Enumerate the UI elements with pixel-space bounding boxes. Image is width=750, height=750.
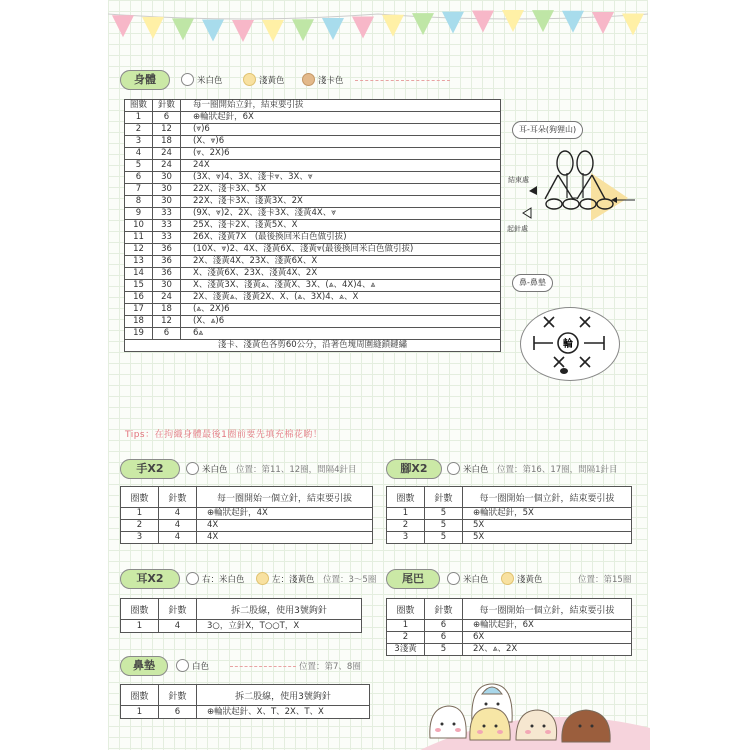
- table-row: [125, 172, 501, 184]
- bunting-flag: [112, 15, 134, 37]
- round-cell: 8: [125, 196, 153, 208]
- stitch-count-cell: 18: [153, 304, 181, 316]
- round-cell: 18: [125, 316, 153, 328]
- bunting-flag: [172, 18, 194, 40]
- table-row: [125, 256, 501, 268]
- ear-header-stitches: 針數: [159, 599, 197, 620]
- stitch-count-cell: 12: [153, 316, 181, 328]
- instruction-cell: 6X: [463, 632, 632, 644]
- instruction-cell: 4X: [197, 532, 373, 544]
- tail-header-stitches: 針數: [425, 599, 463, 620]
- body-label: 身體: [120, 70, 170, 90]
- table-row: [125, 136, 501, 148]
- round-cell: 1: [121, 508, 159, 520]
- instruction-cell: (⩔)6: [181, 124, 501, 136]
- table-row: [125, 148, 501, 160]
- stitch-count-cell: 5: [425, 532, 463, 544]
- nose-divider: [230, 666, 296, 667]
- bunting-flag: [232, 20, 254, 42]
- stitch-count-cell: 33: [153, 220, 181, 232]
- stitch-count-cell: 6: [153, 112, 181, 124]
- table-row: [121, 520, 373, 532]
- bunting-flag: [352, 16, 374, 38]
- instruction-cell: 2X、⩓、2X: [463, 644, 632, 656]
- hand-cream-swatch: [186, 462, 199, 475]
- table-row: [125, 112, 501, 124]
- table-row: [121, 532, 373, 544]
- tail-table: [386, 598, 632, 656]
- mascot-illustration: [420, 668, 650, 750]
- ear-header-round: 圈數: [121, 599, 159, 620]
- nose-header-stitches: 針數: [159, 685, 197, 706]
- foot-table: [386, 486, 632, 544]
- table-row: [125, 292, 501, 304]
- instruction-cell: 25X、淺卡2X、淺黃5X、X: [181, 220, 501, 232]
- instruction-cell: ⊕輪狀起針、X、T、2X、T、X: [197, 706, 370, 719]
- round-cell: 1: [125, 112, 153, 124]
- stitch-count-cell: 6: [425, 632, 463, 644]
- round-cell: 15: [125, 280, 153, 292]
- body-header-stitches: 針數: [153, 100, 181, 112]
- table-row: [387, 620, 632, 632]
- instruction-cell: 5X: [463, 520, 632, 532]
- ears-diagram-title: 耳-耳朵(狗狸山): [512, 121, 583, 139]
- table-row: [121, 508, 373, 520]
- table-row: [125, 280, 501, 292]
- round-cell: 5: [125, 160, 153, 172]
- foot-header-stitches: 針數: [425, 487, 463, 508]
- stitch-count-cell: 12: [153, 124, 181, 136]
- instruction-cell: ⊕輪狀起針，6X: [181, 112, 501, 124]
- table-row: [387, 632, 632, 644]
- table-row: [125, 304, 501, 316]
- round-cell: 3: [387, 532, 425, 544]
- round-cell: 1: [121, 620, 159, 633]
- bunting-flag: [442, 12, 464, 34]
- round-cell: 4: [125, 148, 153, 160]
- stitch-count-cell: 30: [153, 172, 181, 184]
- stitch-count-cell: 5: [425, 508, 463, 520]
- table-row: [125, 244, 501, 256]
- hand-position: 位置：第11、12圈，間隔4針目: [236, 465, 357, 475]
- bunting-flag: [502, 10, 524, 32]
- ear-yellow-swatch: [256, 572, 269, 585]
- table-row: [125, 220, 501, 232]
- bunting-flag: [202, 19, 224, 41]
- table-row: [125, 160, 501, 172]
- body-header-instructions: 每一圈開始立針，結束要引拔: [181, 100, 501, 112]
- bunting-flag: [142, 17, 164, 39]
- nose-pad-label: 鼻墊: [120, 656, 168, 676]
- instruction-cell: 26X、淺黃7X (最後換回米白色做引拔): [181, 232, 501, 244]
- bunting-decoration: [108, 0, 648, 60]
- body-color-2: 淺黃色: [259, 76, 285, 86]
- bunting-flag: [562, 11, 584, 33]
- instruction-cell: X、淺黃6X、23X、淺黃4X、2X: [181, 268, 501, 280]
- body-brown-swatch: [302, 73, 315, 86]
- round-cell: 3: [121, 532, 159, 544]
- bunting-flag: [382, 15, 404, 37]
- foot-position: 位置：第16、17圈，間隔1針目: [497, 465, 618, 475]
- ear-start-label: 起針處: [507, 225, 528, 233]
- round-cell: 2: [125, 124, 153, 136]
- ear-position: 位置：3～5圈: [323, 575, 377, 585]
- instruction-cell: 5X: [463, 532, 632, 544]
- round-cell: 11: [125, 232, 153, 244]
- table-row: [121, 620, 362, 633]
- body-color-3: 淺卡色: [318, 76, 344, 86]
- nose-stitch-diagram: [520, 307, 618, 379]
- instruction-cell: (⩔、2X)6: [181, 148, 501, 160]
- hand-label: 手X2: [120, 459, 180, 479]
- stuffing-tip: Tips：在拘織身體最後1圈前要先填充棉花喲！: [125, 430, 323, 440]
- round-cell: 2: [387, 632, 425, 644]
- stitch-count-cell: 4: [159, 532, 197, 544]
- stitch-count-cell: 18: [153, 136, 181, 148]
- table-row: [125, 328, 501, 340]
- stitch-count-cell: 24: [153, 292, 181, 304]
- round-cell: 2: [121, 520, 159, 532]
- instruction-cell: (9X、⩔)2、2X、淺卡3X、淺黃4X、⩔: [181, 208, 501, 220]
- ear-end-label: 結束處: [508, 176, 529, 184]
- nose-center-mark: 輪: [563, 339, 573, 350]
- table-row: [387, 644, 632, 656]
- table-row: [387, 508, 632, 520]
- body-color-1: 米白色: [197, 76, 223, 86]
- stitch-count-cell: 30: [153, 280, 181, 292]
- instruction-cell: 22X、淺卡3X、5X: [181, 184, 501, 196]
- stitch-count-cell: 6: [425, 620, 463, 632]
- stitch-count-cell: 24: [153, 160, 181, 172]
- tail-header-round: 圈數: [387, 599, 425, 620]
- foot-cream-swatch: [447, 462, 460, 475]
- instruction-cell: ⊕輪狀起針，5X: [463, 508, 632, 520]
- tail-position: 位置：第15圈: [578, 575, 632, 585]
- instruction-cell: (X、⩔)6: [181, 136, 501, 148]
- nose-diagram-title: 鼻-鼻墊: [512, 274, 553, 292]
- instruction-cell: (⩓、2X)6: [181, 304, 501, 316]
- table-row: [387, 532, 632, 544]
- hand-header-stitches: 針數: [159, 487, 197, 508]
- hand-header-round: 圈數: [121, 487, 159, 508]
- tail-label: 尾巴: [386, 569, 440, 589]
- tail-yellow-swatch: [501, 572, 514, 585]
- body-header-round: 圈數: [125, 100, 153, 112]
- stitch-count-cell: 30: [153, 196, 181, 208]
- instruction-cell: X、淺黃3X、淺黃⩓、淺黃X、3X、(⩓、4X)4、⩓: [181, 280, 501, 292]
- instruction-cell: 24X: [181, 160, 501, 172]
- stitch-count-cell: 33: [153, 208, 181, 220]
- stitch-count-cell: 4: [159, 520, 197, 532]
- tail-color-2: 淺黃色: [517, 575, 543, 585]
- instruction-cell: (10X、⩔)2、4X、淺黃6X、淺黃⩔(最後換回米白色做引拔): [181, 244, 501, 256]
- instruction-cell: 3○，立針X，T○○T，X: [197, 620, 362, 633]
- round-cell: 3: [125, 136, 153, 148]
- body-table: [124, 99, 501, 352]
- ear-table: [120, 598, 362, 633]
- instruction-cell: 22X、淺卡3X、淺黃3X、2X: [181, 196, 501, 208]
- table-row: [387, 520, 632, 532]
- ear-label: 耳X2: [120, 569, 180, 589]
- stitch-count-cell: 33: [153, 232, 181, 244]
- round-cell: 2: [387, 520, 425, 532]
- table-row: [125, 232, 501, 244]
- round-cell: 9: [125, 208, 153, 220]
- round-cell: 3淺黃: [387, 644, 425, 656]
- round-cell: 10: [125, 220, 153, 232]
- round-cell: 6: [125, 172, 153, 184]
- tail-header-instructions: 每一圈開始一個立針，結束要引拔: [463, 599, 632, 620]
- stitch-count-cell: 5: [425, 520, 463, 532]
- stitch-count-cell: 4: [159, 508, 197, 520]
- nose-position: 位置：第7、8圈: [299, 662, 361, 672]
- round-cell: 14: [125, 268, 153, 280]
- bunting-flag: [592, 12, 614, 34]
- foot-label: 腳X2: [386, 459, 442, 479]
- bunting-flag: [472, 11, 494, 33]
- instruction-cell: (3X、⩔)4、3X、淺卡⩔、3X、⩔: [181, 172, 501, 184]
- round-cell: 17: [125, 304, 153, 316]
- foot-color: 米白色: [463, 465, 489, 475]
- nose-header-instructions: 拆二股線，使用3號鉤針: [197, 685, 370, 706]
- table-row: [125, 196, 501, 208]
- stitch-count-cell: 24: [153, 148, 181, 160]
- bunting-flag: [532, 10, 554, 32]
- body-cream-swatch: [181, 73, 194, 86]
- round-cell: 12: [125, 244, 153, 256]
- body-divider: [355, 80, 450, 81]
- round-cell: 19: [125, 328, 153, 340]
- body-yellow-swatch: [243, 73, 256, 86]
- bunting-flag: [412, 13, 434, 35]
- stitch-count-cell: 6: [159, 706, 197, 719]
- table-row: [125, 268, 501, 280]
- instruction-cell: 6⩓: [181, 328, 501, 340]
- instruction-cell: ⊕輪狀起針，4X: [197, 508, 373, 520]
- foot-header-instructions: 每一圈開始一個立針，結束要引拔: [463, 487, 632, 508]
- round-cell: 13: [125, 256, 153, 268]
- round-cell: 1: [387, 508, 425, 520]
- instruction-cell: (X、⩓)6: [181, 316, 501, 328]
- round-cell: 1: [387, 620, 425, 632]
- nose-table: [120, 684, 370, 719]
- hand-color: 米白色: [202, 465, 228, 475]
- round-cell: 7: [125, 184, 153, 196]
- stitch-count-cell: 36: [153, 268, 181, 280]
- table-row: [125, 124, 501, 136]
- nose-header-round: 圈數: [121, 685, 159, 706]
- table-row: [125, 184, 501, 196]
- ear-header-instructions: 拆二股線，使用3號鉤針: [197, 599, 362, 620]
- stitch-count-cell: 4: [159, 620, 197, 633]
- bunting-flag: [292, 19, 314, 41]
- instruction-cell: 2X、淺黃4X、23X、淺黃6X、X: [181, 256, 501, 268]
- table-row: [125, 316, 501, 328]
- ear-cream-swatch: [186, 572, 199, 585]
- hand-table: [120, 486, 373, 544]
- body-footer-note: 淺卡、淺黃色各剪60公分，沿著色塊周圍縫鎖鏈繡: [125, 340, 501, 352]
- stitch-count-cell: 36: [153, 256, 181, 268]
- stitch-count-cell: 30: [153, 184, 181, 196]
- ear-color-left: 左：淺黃色: [272, 575, 315, 585]
- instruction-cell: ⊕輪狀起針，6X: [463, 620, 632, 632]
- stitch-count-cell: 5: [425, 644, 463, 656]
- ear-color-right: 右：米白色: [202, 575, 245, 585]
- nose-white-swatch: [176, 659, 189, 672]
- nose-color: 白色: [192, 662, 210, 672]
- bunting-flag: [622, 14, 644, 36]
- bunting-flag: [322, 18, 344, 40]
- hand-header-instructions: 每一圈開始一個立針，結束要引拔: [197, 487, 373, 508]
- bunting-flag: [262, 20, 284, 42]
- stitch-count-cell: 36: [153, 244, 181, 256]
- tail-color-1: 米白色: [463, 575, 489, 585]
- instruction-cell: 2X、淺黃⩓、淺黃2X、X、(⩓、3X)4、⩓、X: [181, 292, 501, 304]
- instruction-cell: 4X: [197, 520, 373, 532]
- round-cell: 16: [125, 292, 153, 304]
- tail-cream-swatch: [447, 572, 460, 585]
- table-row: [121, 706, 370, 719]
- table-row: [125, 208, 501, 220]
- stitch-count-cell: 6: [153, 328, 181, 340]
- round-cell: 1: [121, 706, 159, 719]
- foot-header-round: 圈數: [387, 487, 425, 508]
